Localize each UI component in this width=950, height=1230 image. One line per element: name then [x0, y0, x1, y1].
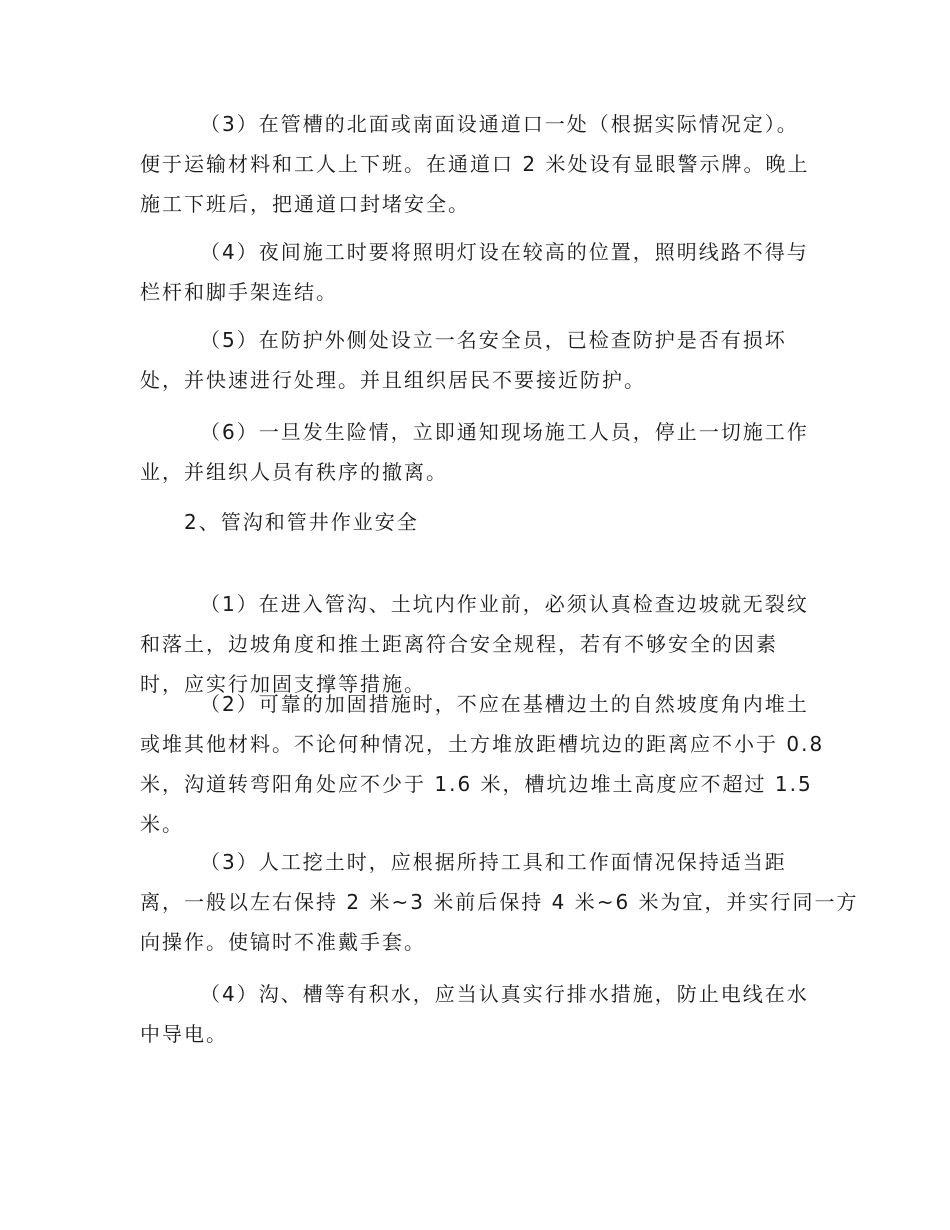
paragraph-item-3-passage: [140, 104, 810, 224]
text-line: 和落土，边坡角度和推土距离符合安全规程，若有不够安全的因素: [140, 632, 778, 656]
text-line: 栏杆和脚手架连结。: [140, 280, 338, 304]
text-line: 便于运输材料和工人上下班。在通道口 2 米处设有显眼警示牌。晚上: [140, 152, 810, 176]
text-line: 向操作。使镐时不准戴手套。: [140, 930, 426, 954]
text-line: （1）在进入管沟、土坑内作业前，必须认真检查边坡就无裂纹: [200, 592, 809, 616]
paragraph-item-5-safety-officer: [140, 320, 800, 400]
text-line: 离，一般以左右保持 2 米~3 米前后保持 4 米~6 米为宜，并实行同一方: [140, 890, 859, 914]
text-line: 米，沟道转弯阳角处应不少于 1.6 米，槽坑边堆土高度应不超过 1.5: [140, 772, 813, 796]
text-line: （2）可靠的加固措施时，不应在基槽边土的自然坡度角内堆土: [200, 692, 809, 716]
text-line: 业，并组织人员有秩序的撤离。: [140, 460, 448, 484]
text-line: （4）沟、槽等有积水，应当认真实行排水措施，防止电线在水: [200, 982, 809, 1006]
paragraph-item-4-lighting: [140, 232, 809, 312]
text-line: 米。: [140, 812, 184, 836]
paragraph-item-4-drainage: [140, 974, 809, 1054]
paragraph-item-2-spoil-distance: [140, 684, 825, 844]
paragraph-item-6-emergency: [140, 412, 809, 492]
text-line: 时，应实行加固支撑等措施。: [140, 672, 426, 696]
text-line: 处，并快速进行处理。并且组织居民不要接近防护。: [140, 368, 646, 392]
text-line: （3）在管槽的北面或南面设通道口一处（根据实际情况定）。: [200, 112, 799, 136]
text-line: 中导电。: [140, 1022, 228, 1046]
text-line: （5）在防护外侧处设立一名安全员，已检查防护是否有损坏: [200, 328, 787, 352]
text-line: 施工下班后，把通道口封堵安全。: [140, 192, 470, 216]
text-line: 或堆其他材料。不论何种情况，土方堆放距槽坑边的距离应不小于 0.8: [140, 732, 825, 756]
text-line: （6）一旦发生险情，立即通知现场施工人员，停止一切施工作: [200, 420, 809, 444]
section-title: 2、管沟和管井作业安全: [184, 510, 419, 534]
text-line: （4）夜间施工时要将照明灯设在较高的位置，照明线路不得与: [200, 240, 809, 264]
section-heading: [140, 502, 800, 542]
text-line: （3）人工挖土时，应根据所持工具和工作面情况保持适当距: [200, 850, 787, 874]
paragraph-item-3-manual-digging: [140, 842, 859, 962]
